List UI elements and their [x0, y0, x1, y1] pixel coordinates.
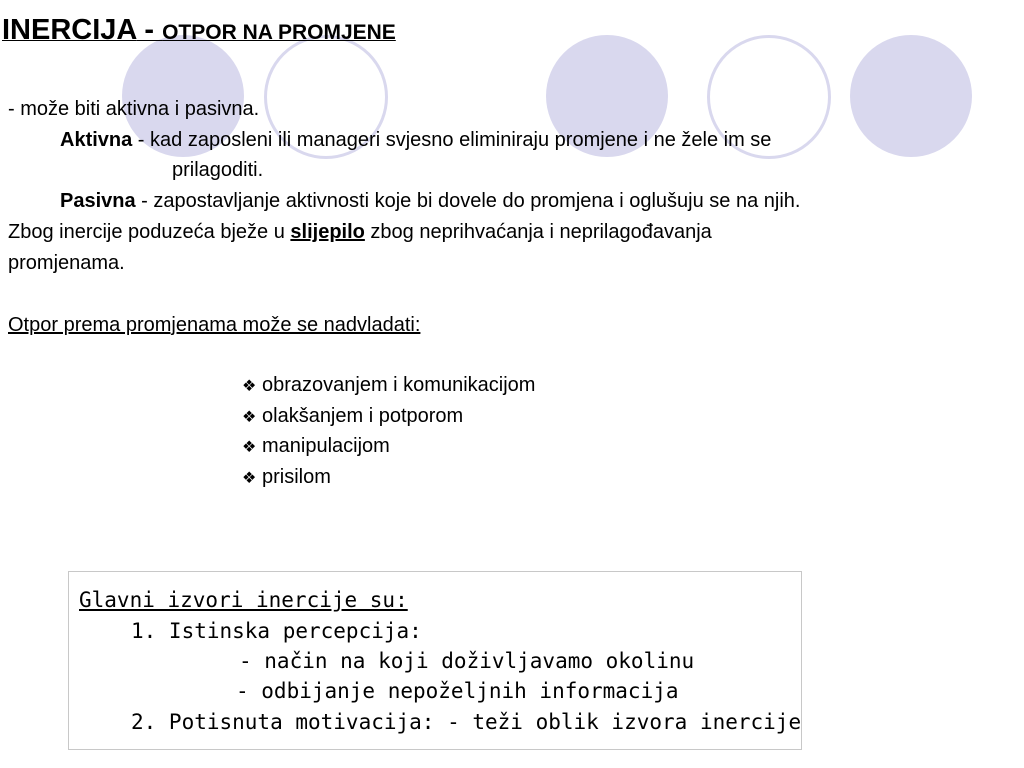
bullet-text: olakšanjem i potporom: [262, 405, 464, 427]
zbog-line: [8, 220, 712, 244]
box-item-1a: - način na koji doživljavamo okolinu: [239, 649, 695, 673]
bullet-text: manipulacijom: [262, 435, 390, 457]
decor-circle-5: [850, 35, 972, 157]
bullet-diamond-icon: ❖: [242, 378, 257, 395]
zbog-continuation: promjenama.: [8, 252, 125, 274]
bullet-diamond-icon: ❖: [242, 409, 257, 426]
bullet-text: prisilom: [262, 466, 331, 488]
aktivna-label: Aktivna: [60, 129, 133, 151]
zbog-after: zbog neprihvaćanja i neprilagođavanja: [364, 221, 712, 243]
bullet-item: [242, 404, 463, 430]
pasivna-line: [60, 189, 800, 213]
pasivna-label: Pasivna: [60, 190, 136, 212]
box-item-1: 1. Istinska percepcija:: [131, 619, 422, 643]
box-heading: Glavni izvori inercije su:: [79, 588, 408, 612]
aktivna-line: [60, 128, 771, 152]
inertia-sources-box: [68, 571, 802, 750]
bullet-item: [242, 465, 331, 491]
title-main: INERCIJA: [2, 14, 137, 46]
aktivna-text: - kad zaposleni ili manageri svjesno eliminiraju promjene i ne žele im se: [132, 129, 772, 151]
bullet-text: obrazovanjem i komunikacijom: [262, 374, 536, 396]
box-item-2: 2. Potisnuta motivacija: - teži oblik izvora inercije: [131, 710, 802, 734]
bullet-diamond-icon: ❖: [242, 470, 257, 487]
slide-title: [2, 14, 396, 47]
box-item-1b: - odbijanje nepoželjnih informacija: [236, 679, 679, 703]
bullet-diamond-icon: ❖: [242, 439, 257, 456]
title-dash: -: [136, 14, 163, 46]
bullet-item: [242, 434, 390, 460]
intro-line: - može biti aktivna i pasivna.: [8, 98, 260, 120]
zbog-before: Zbog inercije poduzeća bježe u: [8, 221, 291, 243]
zbog-emphasis: slijepilo: [290, 221, 365, 243]
otpor-heading: Otpor prema promjenama može se nadvladati:: [8, 314, 421, 336]
aktivna-continuation: prilagoditi.: [172, 159, 264, 181]
bullet-item: [242, 373, 535, 399]
pasivna-text: - zapostavljanje aktivnosti koje bi dovele do promjena i oglušuju se na njih.: [135, 190, 801, 212]
title-subtitle: OTPOR NA PROMJENE: [162, 21, 396, 44]
